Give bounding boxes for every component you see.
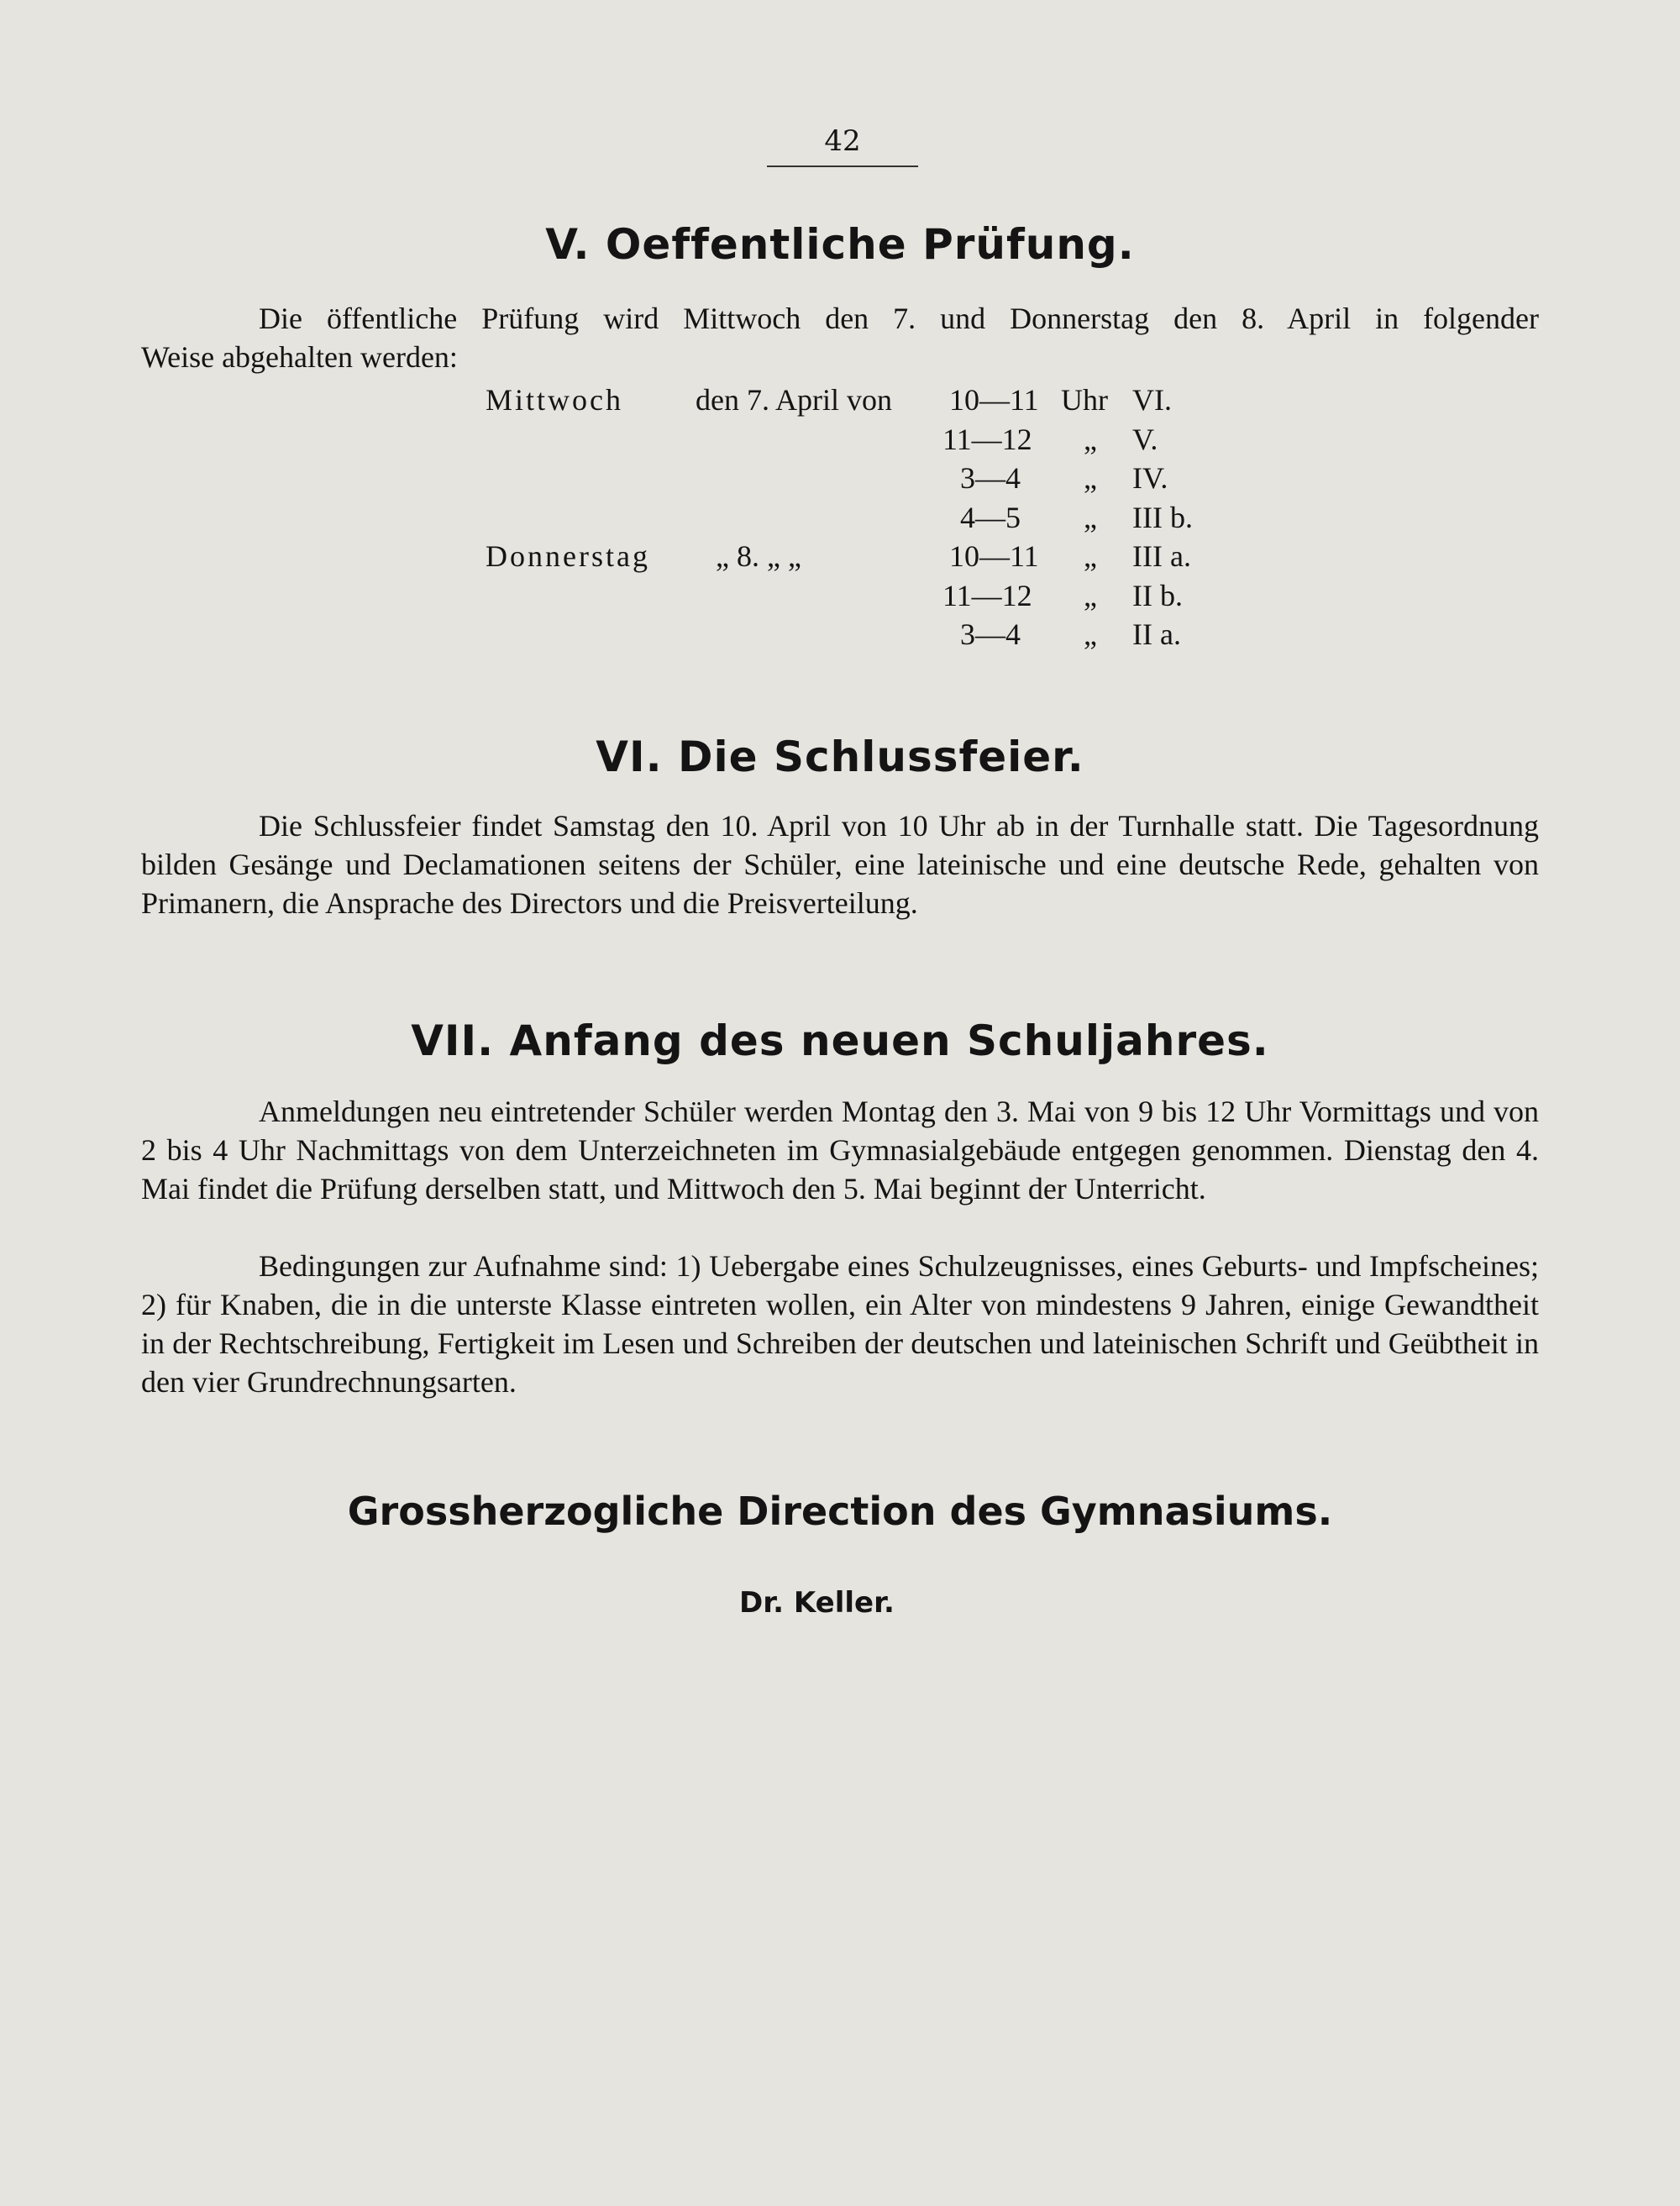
section-5-intro-line2: Weise abgehalten werden: — [141, 340, 458, 374]
section-7-paragraph-2 — [141, 1247, 1539, 1401]
section-7-heading: VII. Anfang des neuen Schuljahres. — [411, 1016, 1269, 1065]
schedule-ditto: „ — [1084, 461, 1097, 495]
section-6-paragraph — [141, 806, 1539, 922]
signature: Dr. Keller. — [739, 1586, 895, 1620]
schedule-ditto: „ — [1084, 501, 1097, 534]
schedule-time: 10—11 — [949, 539, 1039, 573]
schedule-time: 3—4 — [960, 461, 1021, 495]
schedule-time: 4—5 — [960, 501, 1021, 534]
schedule-time: 11—12 — [942, 423, 1032, 456]
section-6-heading: VI. Die Schlussfeier. — [596, 733, 1084, 781]
schedule-date-thursday: „ 8. „ „ — [716, 539, 801, 573]
schedule-ditto: „ — [1084, 423, 1097, 456]
section-5-intro-line1 — [141, 299, 1539, 338]
schedule-uhr: Uhr — [1061, 383, 1108, 417]
signoff-title: Grossherzogliche Direction des Gymnasiums. — [347, 1489, 1333, 1534]
schedule-time: 11—12 — [942, 579, 1032, 612]
section-6-text: Die Schlussfeier findet Samstag den 10. April von 10 Uhr ab in der Turnhalle statt. Die Tagesordnung bilden Gesänge und Declamationen seitens der Schüler, eine lateinische und eine deutsche Rede, gehalten von Primanern, die Ansprache des Directors und die Preisverteilung. — [141, 809, 1539, 920]
section-7-paragraph-1 — [141, 1092, 1539, 1208]
schedule-date-wednesday: den 7. April von — [696, 383, 892, 417]
schedule-time: 3—4 — [960, 617, 1021, 651]
section-7-text-2: Bedingungen zur Aufnahme sind: 1) Uebergabe eines Schulzeugnisses, eines Geburts- und Impfscheines; 2) für Knaben, die in die unterste Klasse eintreten wollen, ein Alter von mindestens 9 Jahren, einige Gewandtheit in der Rechtschreibung, Fertigkeit im Lesen und Schreiben der deutschen und lateinischen Schrift und Geübtheit in den vier Grundrechnungsarten. — [141, 1249, 1539, 1399]
schedule-class: II b. — [1132, 579, 1183, 612]
section-5-heading: V. Oeffentliche Prüfung. — [545, 220, 1135, 269]
schedule-class: IV. — [1132, 461, 1168, 495]
schedule-ditto: „ — [1084, 579, 1097, 612]
schedule-class: III a. — [1132, 539, 1191, 573]
schedule-class: V. — [1132, 423, 1158, 456]
schedule-ditto: „ — [1084, 617, 1097, 651]
schedule-ditto: „ — [1084, 539, 1097, 573]
schedule-day-thursday: Donnerstag — [486, 539, 650, 573]
page-number: 42 — [824, 124, 861, 158]
schedule-class: III b. — [1132, 501, 1193, 534]
section-7-text-1: Anmeldungen neu eintretender Schüler werden Montag den 3. Mai von 9 bis 12 Uhr Vormittags und von 2 bis 4 Uhr Nachmittags von dem Unterzeichneten im Gymnasialgebäude entgegen genommen. Dienstag den 4. Mai findet die Prüfung derselben statt, und Mittwoch den 5. Mai beginnt der Unterricht. — [141, 1095, 1539, 1205]
schedule-time: 10—11 — [949, 383, 1039, 417]
page-number-rule — [767, 165, 918, 167]
schedule-day-wednesday: Mittwoch — [486, 383, 623, 417]
section-5-intro-text: Die öffentliche Prüfung wird Mittwoch den 7. und Donnerstag den 8. April in folgender — [259, 302, 1539, 335]
schedule-class: II a. — [1132, 617, 1181, 651]
schedule-class: VI. — [1132, 383, 1172, 417]
